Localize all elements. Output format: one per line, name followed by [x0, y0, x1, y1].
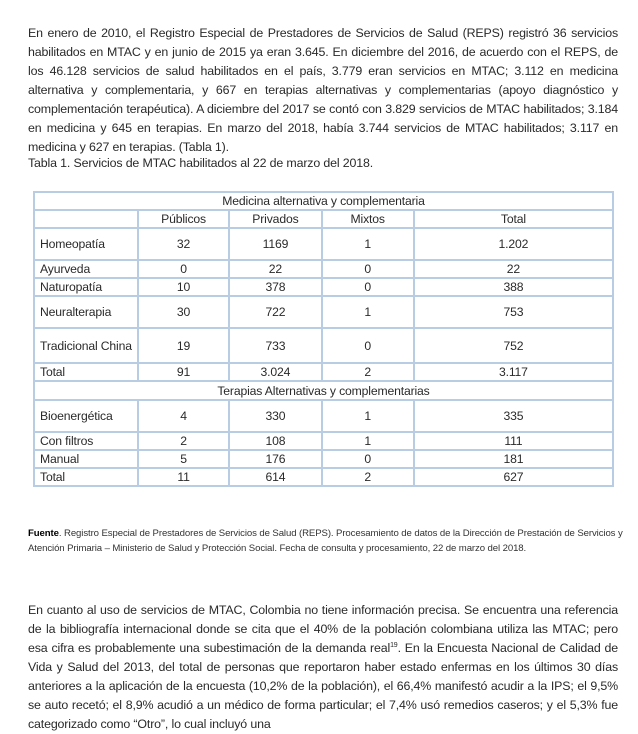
row-label: Total	[34, 468, 138, 486]
cell-publicos: 5	[138, 450, 229, 468]
column-header-privados: Privados	[229, 210, 321, 228]
cell-publicos: 32	[138, 228, 229, 260]
cell-mixtos: 2	[322, 363, 414, 381]
source-text: . Registro Especial de Prestadores de Servicios de Salud (REPS). Procesamiento de datos de la Dirección de Prestación de Servicios y Atención Primaria – Ministerio de Salud y Protección Social. Fecha de consulta y procesamiento, 22 de marzo del 2018.	[28, 528, 623, 554]
cell-mixtos: 1	[322, 432, 414, 450]
table-row	[34, 432, 613, 450]
table-caption: Tabla 1. Servicios de MTAC habilitados al 22 de marzo del 2018.	[28, 156, 374, 170]
cell-privados: 614	[229, 468, 321, 486]
cell-privados: 330	[229, 400, 321, 432]
row-label: Bioenergética	[34, 400, 138, 432]
table-row	[34, 328, 613, 363]
column-header-publicos: Públicos	[138, 210, 229, 228]
table-row	[34, 296, 613, 328]
column-header-empty	[34, 210, 138, 228]
cell-mixtos: 2	[322, 468, 414, 486]
cell-total: 1.202	[414, 228, 613, 260]
section-header-row	[34, 192, 613, 210]
cell-privados: 1169	[229, 228, 321, 260]
table-row	[34, 260, 613, 278]
total-row	[34, 363, 613, 381]
cell-mixtos: 1	[322, 228, 414, 260]
cell-total: 388	[414, 278, 613, 296]
cell-total: 181	[414, 450, 613, 468]
table-row	[34, 400, 613, 432]
footnote-reference[interactable]: 19	[390, 642, 398, 650]
cell-privados: 22	[229, 260, 321, 278]
usage-text-part-2: . En la Encuesta Nacional de Calidad de Vida y Salud del 2013, del total de personas que reportaron haber estado enfermas en los últimos 30 días anteriores a la aplicación de la encuesta (10,2% de la población), el 66,4% manifestó acudir a la IPS; el 9,5% se auto recetó; el 8,9% acudió a un médico de forma particular; el 7,4% usó remedios caseros; y el 5,3% fue categorizado como “Otro”, lo cual incluyó una	[28, 641, 618, 732]
table-row	[34, 450, 613, 468]
table-row	[34, 228, 613, 260]
cell-publicos: 30	[138, 296, 229, 328]
cell-publicos: 10	[138, 278, 229, 296]
usage-text-part-1: En cuanto al uso de servicios de MTAC, Colombia no tiene información precisa. Se encuentra una referencia de la bibliografía internacional donde se cita que el 40% de la población colombiana utiliza las MTAC; pero esa cifra es probablemente una subestimación de la demanda real	[28, 603, 618, 656]
cell-publicos: 2	[138, 432, 229, 450]
section-title-terapias: Terapias Alternativas y complementarias	[34, 381, 613, 400]
source-label: Fuente	[28, 528, 59, 539]
cell-total: 111	[414, 432, 613, 450]
services-table	[33, 191, 614, 487]
cell-total: 627	[414, 468, 613, 486]
cell-privados: 722	[229, 296, 321, 328]
cell-mixtos: 1	[322, 400, 414, 432]
total-row	[34, 468, 613, 486]
column-header-mixtos: Mixtos	[322, 210, 414, 228]
section-header-row	[34, 381, 613, 400]
cell-publicos: 0	[138, 260, 229, 278]
row-label: Ayurveda	[34, 260, 138, 278]
cell-publicos: 11	[138, 468, 229, 486]
cell-privados: 378	[229, 278, 321, 296]
intro-paragraph: En enero de 2010, el Registro Especial de Prestadores de Servicios de Salud (REPS) registró 36 servicios habilitados en MTAC y en junio de 2015 ya eran 3.645. En diciembre del 2016, de acuerdo con el REPS, de los 46.128 servicios de salud habilitados en el país, 3.779 eran servicios en MTAC; 3.112 en medicina alternativa y complementaria, y 667 en terapias alternativas y complementarias (apoyo diagnóstico y complementación terapéutica). A diciembre del 2017 se contó con 3.829 servicios de MTAC habilitados; 3.184 en medicina y 645 en terapias. En marzo del 2018, había 3.744 servicios de MTAC habilitados; 3.117 en medicina y 627 en terapias. (Tabla 1).	[28, 26, 618, 155]
usage-paragraph	[28, 601, 618, 734]
cell-privados: 3.024	[229, 363, 321, 381]
row-label: Con filtros	[34, 432, 138, 450]
cell-mixtos: 0	[322, 450, 414, 468]
cell-total: 335	[414, 400, 613, 432]
cell-publicos: 91	[138, 363, 229, 381]
column-header-total: Total	[414, 210, 613, 228]
cell-mixtos: 0	[322, 278, 414, 296]
cell-total: 3.117	[414, 363, 613, 381]
cell-publicos: 4	[138, 400, 229, 432]
row-label: Neuralterapia	[34, 296, 138, 328]
row-label: Total	[34, 363, 138, 381]
row-label: Tradicional China	[34, 328, 138, 363]
section-title-medicina: Medicina alternativa y complementaria	[34, 192, 613, 210]
cell-total: 753	[414, 296, 613, 328]
cell-total: 752	[414, 328, 613, 363]
cell-publicos: 19	[138, 328, 229, 363]
cell-mixtos: 0	[322, 328, 414, 363]
row-label: Homeopatía	[34, 228, 138, 260]
cell-mixtos: 0	[322, 260, 414, 278]
cell-mixtos: 1	[322, 296, 414, 328]
row-label: Manual	[34, 450, 138, 468]
row-label: Naturopatía	[34, 278, 138, 296]
cell-total: 22	[414, 260, 613, 278]
table-row	[34, 278, 613, 296]
column-header-row	[34, 210, 613, 228]
table-source-note	[28, 527, 628, 556]
cell-privados: 108	[229, 432, 321, 450]
cell-privados: 176	[229, 450, 321, 468]
cell-privados: 733	[229, 328, 321, 363]
